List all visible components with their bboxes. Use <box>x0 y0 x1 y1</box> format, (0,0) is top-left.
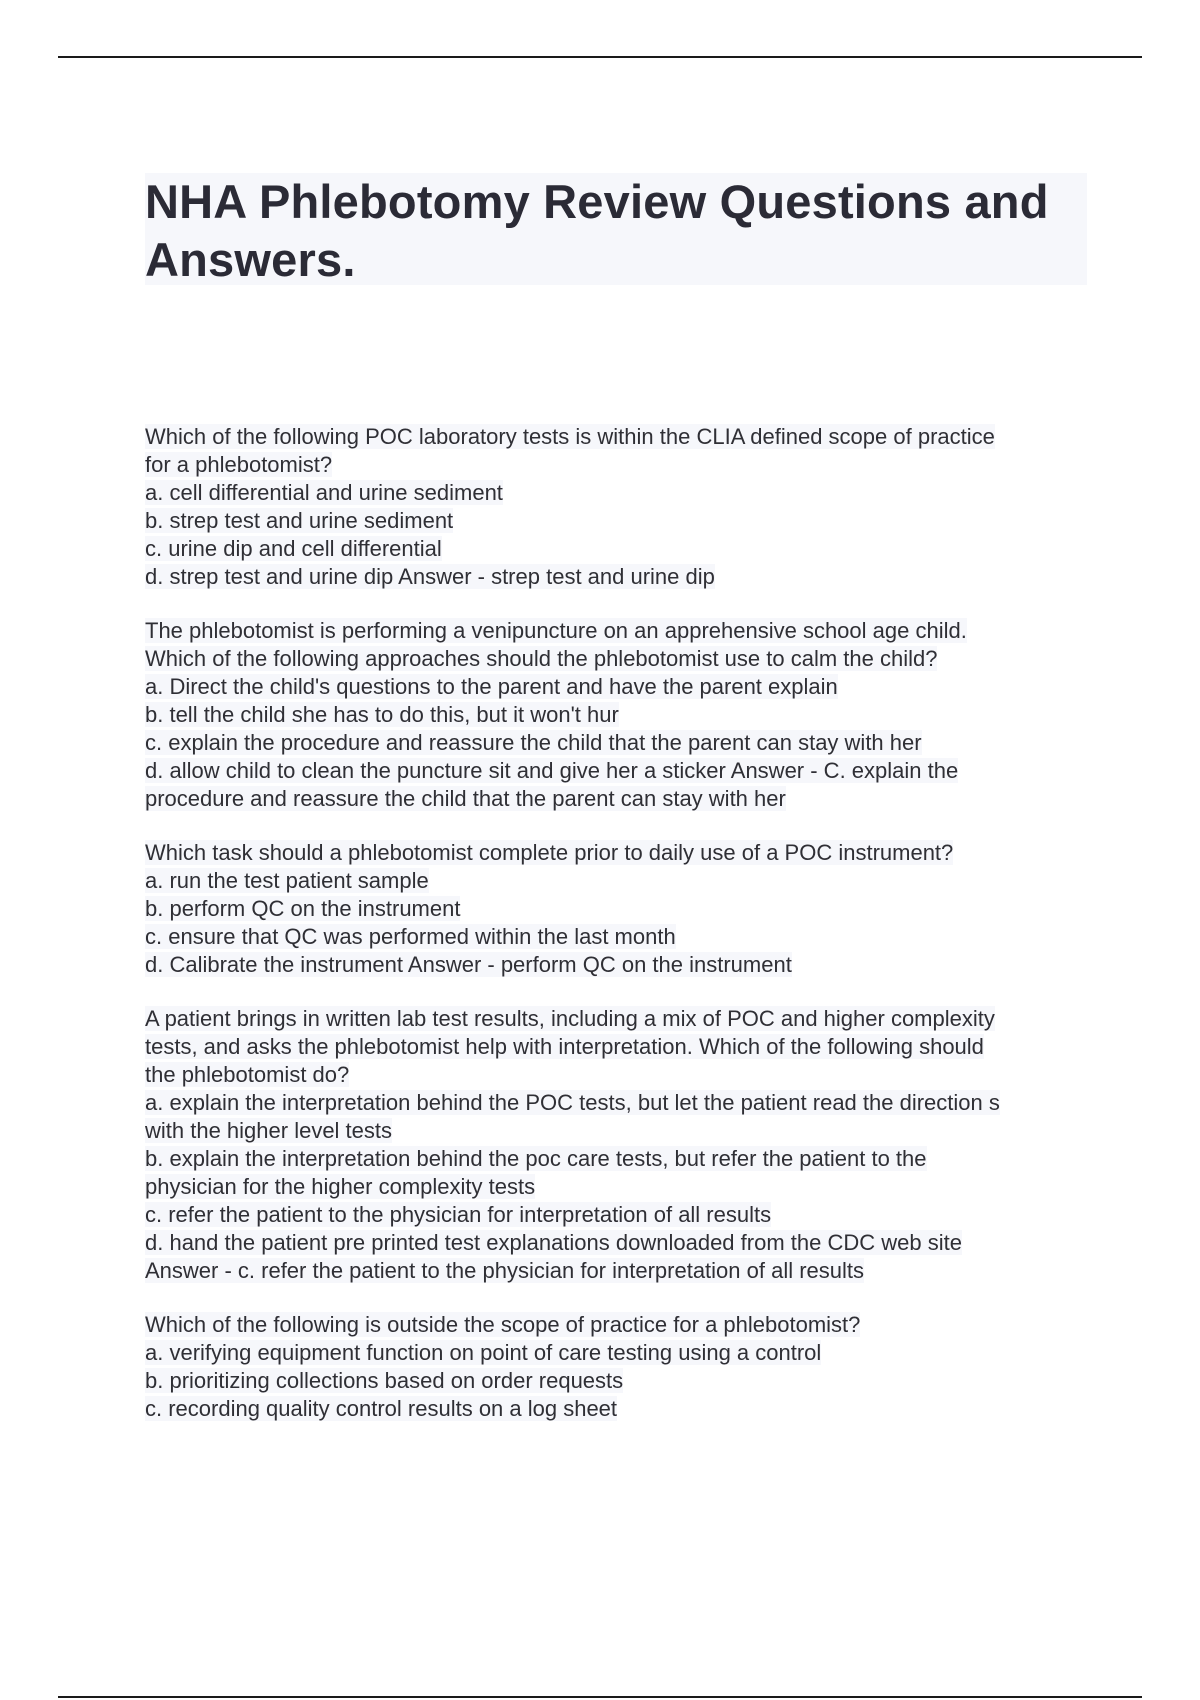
question-block-2 <box>145 617 1090 813</box>
bottom-rule <box>58 1696 1142 1698</box>
option-c: c. urine dip and cell differential <box>145 536 442 561</box>
option-a-continuation: with the higher level tests <box>145 1118 393 1143</box>
text-line: Which of the following POC laboratory tests is within the CLIA defined scope of practice <box>145 424 995 449</box>
option-a: a. verifying equipment function on point of care testing using a control <box>145 1340 822 1365</box>
title-line-1: NHA Phlebotomy Review Questions and <box>145 175 1049 228</box>
option-d-answer: d. strep test and urine dip Answer - strep test and urine dip <box>145 564 715 589</box>
option-b: b. tell the child she has to do this, but it won't hur <box>145 702 619 727</box>
answer-line: Answer - c. refer the patient to the physician for interpretation of all results <box>145 1258 865 1283</box>
text-line: for a phlebotomist? <box>145 452 333 477</box>
text-line: Which of the following approaches should the phlebotomist use to calm the child? <box>145 646 938 671</box>
text-line: A patient brings in written lab test results, including a mix of POC and higher complexity <box>145 1006 995 1031</box>
text-line: Which of the following is outside the scope of practice for a phlebotomist? <box>145 1312 861 1337</box>
text-line: tests, and asks the phlebotomist help with interpretation. Which of the following should <box>145 1034 984 1059</box>
question-block-4 <box>145 1005 1090 1285</box>
option-d-answer: d. Calibrate the instrument Answer - perform QC on the instrument <box>145 952 792 977</box>
option-c: c. recording quality control results on a log sheet <box>145 1396 618 1421</box>
option-b: b. explain the interpretation behind the poc care tests, but refer the patient to the <box>145 1146 927 1171</box>
option-b: b. prioritizing collections based on order requests <box>145 1368 624 1393</box>
page-title <box>145 173 1087 289</box>
option-c: c. explain the procedure and reassure the child that the parent can stay with her <box>145 730 922 755</box>
option-b: b. perform QC on the instrument <box>145 896 461 921</box>
option-a: a. Direct the child's questions to the parent and have the parent explain <box>145 674 838 699</box>
title-line-2: Answers. <box>145 233 356 286</box>
question-block-5 <box>145 1311 1090 1423</box>
option-c: c. ensure that QC was performed within the last month <box>145 924 676 949</box>
title-block <box>145 173 1087 285</box>
question-block-3 <box>145 839 1090 979</box>
question-block-1 <box>145 423 1090 591</box>
text-line: the phlebotomist do? <box>145 1062 350 1087</box>
option-a: a. explain the interpretation behind the POC tests, but let the patient read the direction s <box>145 1090 1000 1115</box>
option-b: b. strep test and urine sediment <box>145 508 454 533</box>
questions-list <box>145 423 1090 1449</box>
answer-continuation: procedure and reassure the child that the parent can stay with her <box>145 786 786 811</box>
text-line: The phlebotomist is performing a venipuncture on an apprehensive school age child. <box>145 618 967 643</box>
top-rule <box>58 56 1142 58</box>
option-c: c. refer the patient to the physician for interpretation of all results <box>145 1202 772 1227</box>
option-a: a. run the test patient sample <box>145 868 429 893</box>
option-a: a. cell differential and urine sediment <box>145 480 503 505</box>
option-d-answer: d. allow child to clean the puncture sit and give her a sticker Answer - C. explain the <box>145 758 959 783</box>
option-d: d. hand the patient pre printed test explanations downloaded from the CDC web site <box>145 1230 962 1255</box>
option-b-continuation: physician for the higher complexity tests <box>145 1174 536 1199</box>
text-line: Which task should a phlebotomist complete prior to daily use of a POC instrument? <box>145 840 954 865</box>
